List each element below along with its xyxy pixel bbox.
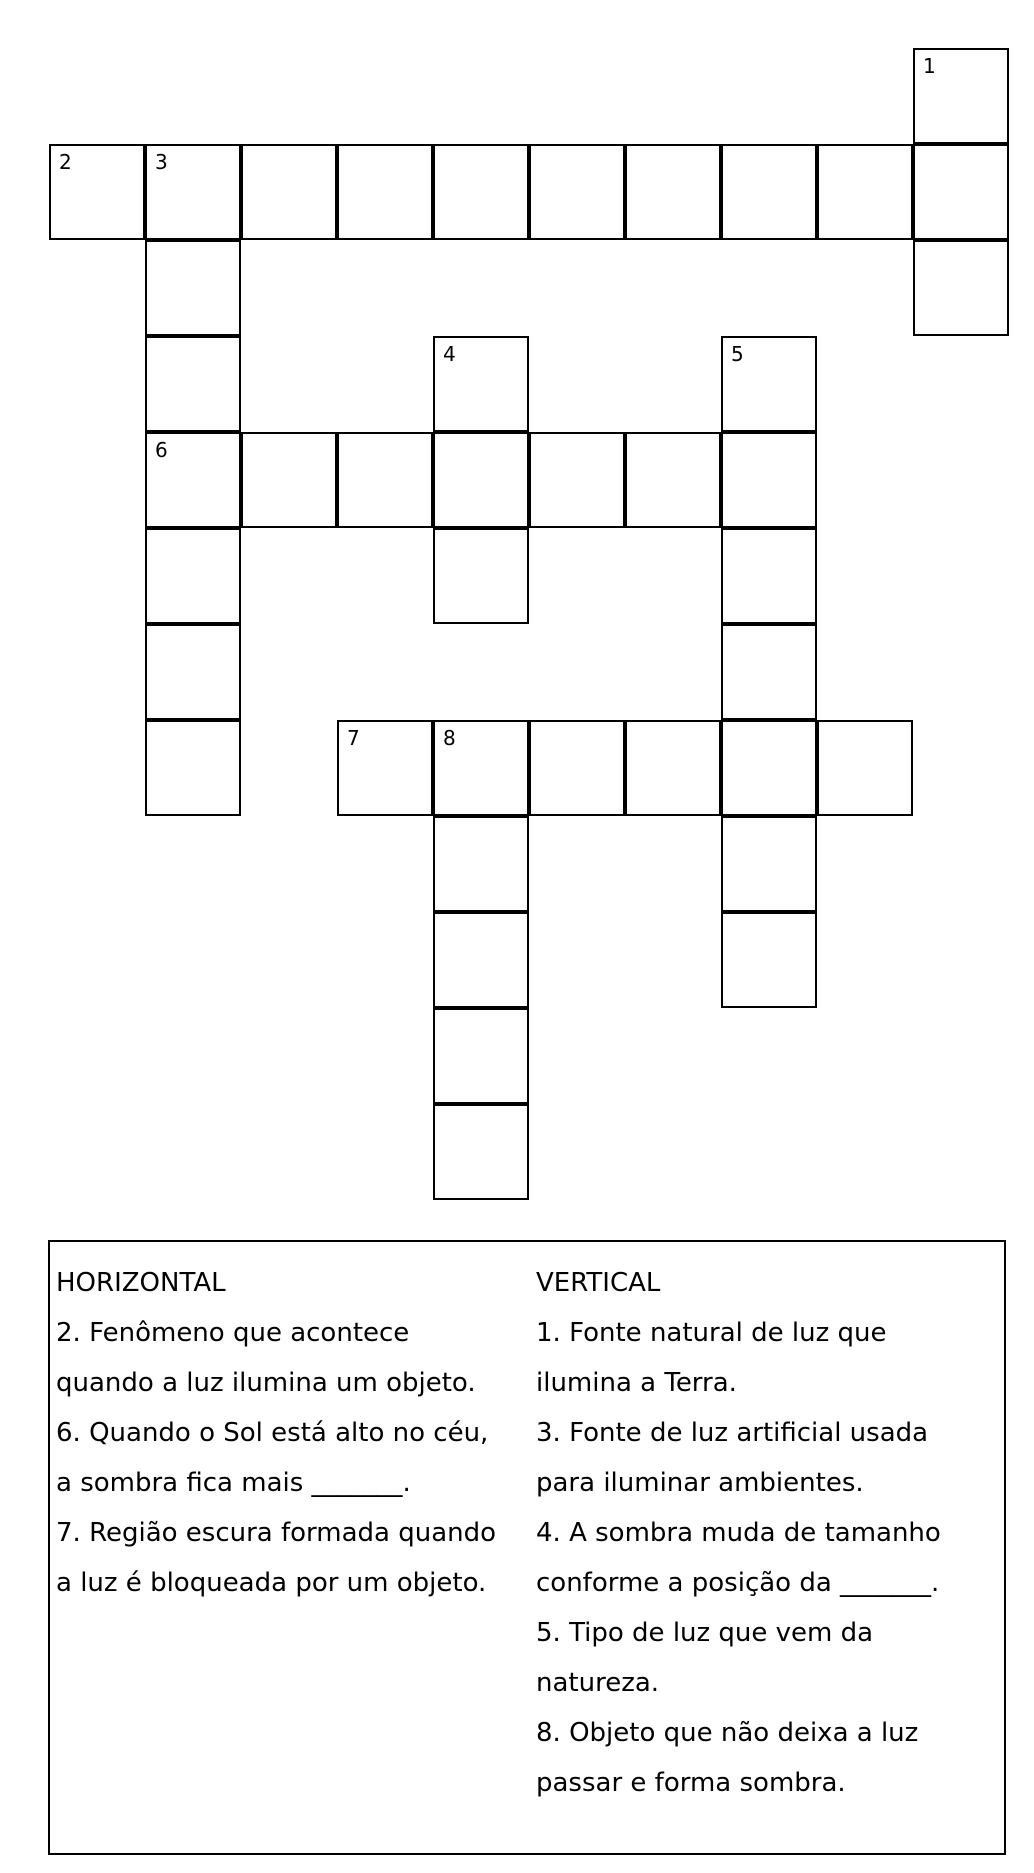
crossword-cell[interactable] — [145, 720, 241, 816]
crossword-cell[interactable] — [433, 912, 529, 1008]
clue-number: 3 — [155, 150, 168, 174]
crossword-cell[interactable] — [721, 912, 817, 1008]
crossword-cell[interactable] — [817, 144, 913, 240]
horizontal-clue-line: 7. Região escura formada quando — [56, 1518, 497, 1548]
crossword-cell[interactable] — [145, 240, 241, 336]
crossword-cell[interactable] — [49, 144, 145, 240]
vertical-clue-line: natureza. — [536, 1668, 660, 1698]
horizontal-clue-line: a sombra fica mais _______. — [56, 1468, 411, 1498]
crossword-cell[interactable] — [721, 144, 817, 240]
vertical-clue-line: 3. Fonte de luz artificial usada — [536, 1418, 929, 1448]
vertical-clue-line: 5. Tipo de luz que vem da — [536, 1618, 874, 1648]
crossword-cell[interactable] — [913, 48, 1009, 144]
vertical-clue-line: para iluminar ambientes. — [536, 1468, 864, 1498]
horizontal-clue-line: 2. Fenômeno que acontece — [56, 1318, 410, 1348]
vertical-clue-line: passar e forma sombra. — [536, 1768, 846, 1798]
vertical-clues — [536, 1258, 1002, 1808]
crossword-cell[interactable] — [433, 1008, 529, 1104]
crossword-cell[interactable] — [145, 432, 241, 528]
crossword-cell[interactable] — [625, 144, 721, 240]
crossword-cell[interactable] — [721, 432, 817, 528]
crossword-cell[interactable] — [721, 816, 817, 912]
clue-number: 7 — [347, 726, 360, 750]
crossword-cell[interactable] — [721, 336, 817, 432]
crossword-cell[interactable] — [817, 720, 913, 816]
clue-number: 4 — [443, 342, 456, 366]
vertical-clue-line: conforme a posição da _______. — [536, 1568, 940, 1598]
crossword-cell[interactable] — [337, 144, 433, 240]
crossword-cell[interactable] — [721, 720, 817, 816]
crossword-cell[interactable] — [433, 720, 529, 816]
crossword-cell[interactable] — [529, 144, 625, 240]
clue-number: 6 — [155, 438, 168, 462]
crossword-cell[interactable] — [433, 432, 529, 528]
horizontal-clue-line: 6. Quando o Sol está alto no céu, — [56, 1418, 489, 1448]
crossword-cell[interactable] — [145, 624, 241, 720]
crossword-cell[interactable] — [625, 432, 721, 528]
crossword-cell[interactable] — [721, 624, 817, 720]
crossword-cell[interactable] — [433, 144, 529, 240]
crossword-cell[interactable] — [433, 1104, 529, 1200]
crossword-cell[interactable] — [913, 144, 1009, 240]
crossword-cell[interactable] — [145, 144, 241, 240]
clue-number: 5 — [731, 342, 744, 366]
crossword-cell[interactable] — [241, 144, 337, 240]
vertical-clue-line: ilumina a Terra. — [536, 1368, 737, 1398]
crossword-cell[interactable] — [913, 240, 1009, 336]
horizontal-clue-line: quando a luz ilumina um objeto. — [56, 1368, 476, 1398]
crossword-cell[interactable] — [721, 528, 817, 624]
vertical-heading: VERTICAL — [536, 1268, 661, 1298]
vertical-clue-line: 4. A sombra muda de tamanho — [536, 1518, 941, 1548]
vertical-clue-line: 8. Objeto que não deixa a luz — [536, 1718, 919, 1748]
clue-number: 2 — [59, 150, 72, 174]
crossword-cell[interactable] — [529, 720, 625, 816]
clue-number: 1 — [923, 54, 936, 78]
crossword-cell[interactable] — [433, 816, 529, 912]
clues-box — [48, 1240, 1006, 1855]
crossword-cell[interactable] — [241, 432, 337, 528]
crossword-cell[interactable] — [433, 528, 529, 624]
crossword-cell[interactable] — [145, 528, 241, 624]
vertical-clue-line: 1. Fonte natural de luz que — [536, 1318, 887, 1348]
crossword-cell[interactable] — [529, 432, 625, 528]
horizontal-clues — [56, 1258, 526, 1608]
crossword-cell[interactable] — [337, 720, 433, 816]
crossword-cell[interactable] — [337, 432, 433, 528]
clue-number: 8 — [443, 726, 456, 750]
crossword-cell[interactable] — [145, 336, 241, 432]
horizontal-clue-line: a luz é bloqueada por um objeto. — [56, 1568, 487, 1598]
crossword-cell[interactable] — [625, 720, 721, 816]
horizontal-heading: HORIZONTAL — [56, 1268, 226, 1298]
crossword-cell[interactable] — [433, 336, 529, 432]
